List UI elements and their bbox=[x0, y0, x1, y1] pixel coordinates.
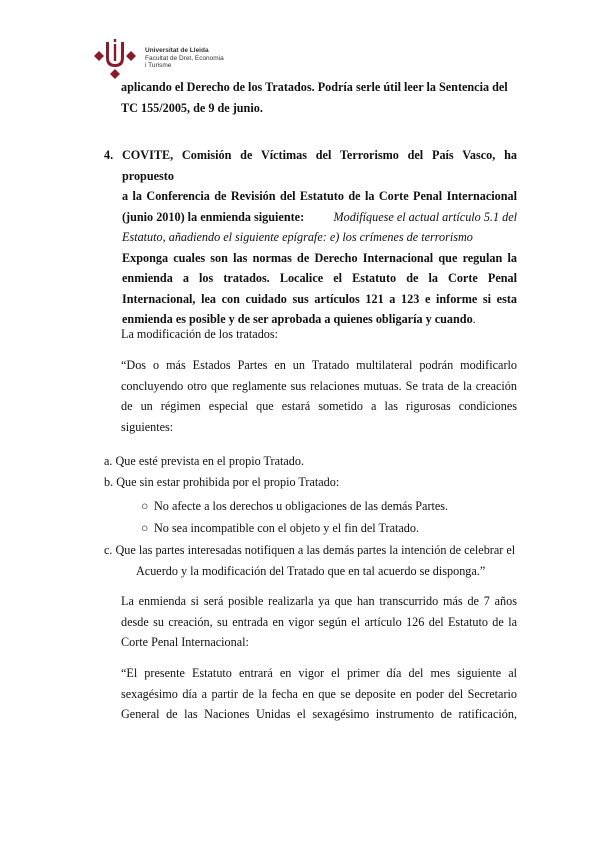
question-paragraph bbox=[122, 145, 517, 330]
answer-heading: La modificación de los tratados: bbox=[121, 327, 279, 341]
paragraph-2-line-1: La enmienda si será posible realizarla ya que han transcurrido más de 7 años bbox=[121, 594, 517, 608]
question-line-7: Internacional, lea con cuidado sus artículos 121 a 123 e informe si esta bbox=[122, 291, 517, 306]
answer-paragraph-2 bbox=[121, 591, 517, 653]
quote-2-line-3: General de las Naciones Unidas el sexagésimo instrumento de ratificación, bbox=[121, 707, 517, 721]
list-item-a: a. Que esté prevista en el propio Tratado. bbox=[104, 454, 305, 468]
quote-1-line-1: “Dos o más Estados Partes en un Tratado multilateral podrán modificarlo bbox=[121, 358, 517, 372]
hollow-bullet-icon: ○ bbox=[141, 521, 149, 535]
question-line-3-italic: Modifíquese el actual artículo 5.1 del bbox=[333, 209, 517, 224]
question-number: 4. bbox=[104, 148, 114, 162]
question-line-5: Exponga cuales son las normas de Derecho Internacional que regulan la bbox=[122, 250, 517, 265]
sub-item-1 bbox=[141, 496, 448, 517]
university-emblem-icon bbox=[92, 38, 138, 80]
list-item-b: b. Que sin estar prohibida por el propio Tratado: bbox=[104, 475, 340, 489]
sub-item-2 bbox=[141, 518, 419, 539]
quote-1-line-2: concluyendo otro que reglamente sus relaciones mutuas. Se trata de la creación bbox=[121, 378, 517, 393]
list-item-c bbox=[104, 540, 524, 581]
institution-line-1: Universitat de Lleida bbox=[145, 47, 209, 54]
institution-line-2: Facultat de Dret, Economia bbox=[145, 54, 224, 62]
hollow-bullet-icon: ○ bbox=[141, 499, 149, 513]
sub-item-1-text: No afecte a los derechos u obligaciones de las demás Partes. bbox=[154, 499, 449, 513]
question-line-2: a la Conferencia de Revisión del Estatuto de la Corte Penal Internacional bbox=[122, 189, 517, 203]
quote-1 bbox=[121, 355, 517, 437]
question-line-6: enmienda a los tratados. Localice el Estatuto de la Corte Penal bbox=[122, 271, 517, 285]
intro-line-1: aplicando el Derecho de los Tratados. Podría serle útil leer la Sentencia del bbox=[121, 80, 508, 94]
sub-item-2-text: No sea incompatible con el objeto y el fin del Tratado. bbox=[154, 521, 420, 535]
intro-paragraph bbox=[121, 77, 517, 118]
institution-name bbox=[145, 47, 224, 70]
question-line-1: COVITE, Comisión de Víctimas del Terrorismo del País Vasco, ha propuesto bbox=[122, 148, 517, 183]
quote-1-line-3: de un régimen especial que estará sometido a las rigurosas condiciones bbox=[121, 399, 517, 413]
question-line-8-text: enmienda es posible y de ser aprobada a quienes obligaría y cuando bbox=[122, 312, 473, 326]
quote-2 bbox=[121, 663, 517, 725]
question-line-3 bbox=[122, 207, 517, 228]
institution-line-3: i Turisme bbox=[145, 62, 172, 69]
question-line-4: Estatuto, añadiendo el siguiente epígrafe: e) los crímenes de terrorismo bbox=[122, 230, 473, 244]
quote-2-line-1: “El presente Estatuto entrará en vigor el primer día del mes siguiente al bbox=[121, 666, 517, 680]
quote-2-line-2: sexagésimo día a partir de la fecha en que se deposite en poder del Secretario bbox=[121, 686, 517, 701]
question-line-8-period: . bbox=[472, 312, 476, 326]
paragraph-2-line-3: Corte Penal Internacional: bbox=[121, 635, 249, 649]
question-line-3-bold: (junio 2010) la enmienda siguiente: bbox=[122, 209, 305, 224]
list-item-c-line-1: c. Que las partes interesadas notifiquen a las demás partes la intención de celebrar el bbox=[104, 543, 516, 557]
paragraph-2-line-2: desde su creación, su entrada en vigor según el artículo 126 del Estatuto de la bbox=[121, 614, 517, 629]
quote-1-line-4: siguientes: bbox=[121, 419, 174, 434]
intro-line-2: TC 155/2005, de 9 de junio. bbox=[121, 100, 263, 115]
list-item-c-line-2: Acuerdo y la modificación del Tratado que en tal acuerdo se disponga.” bbox=[136, 563, 486, 578]
